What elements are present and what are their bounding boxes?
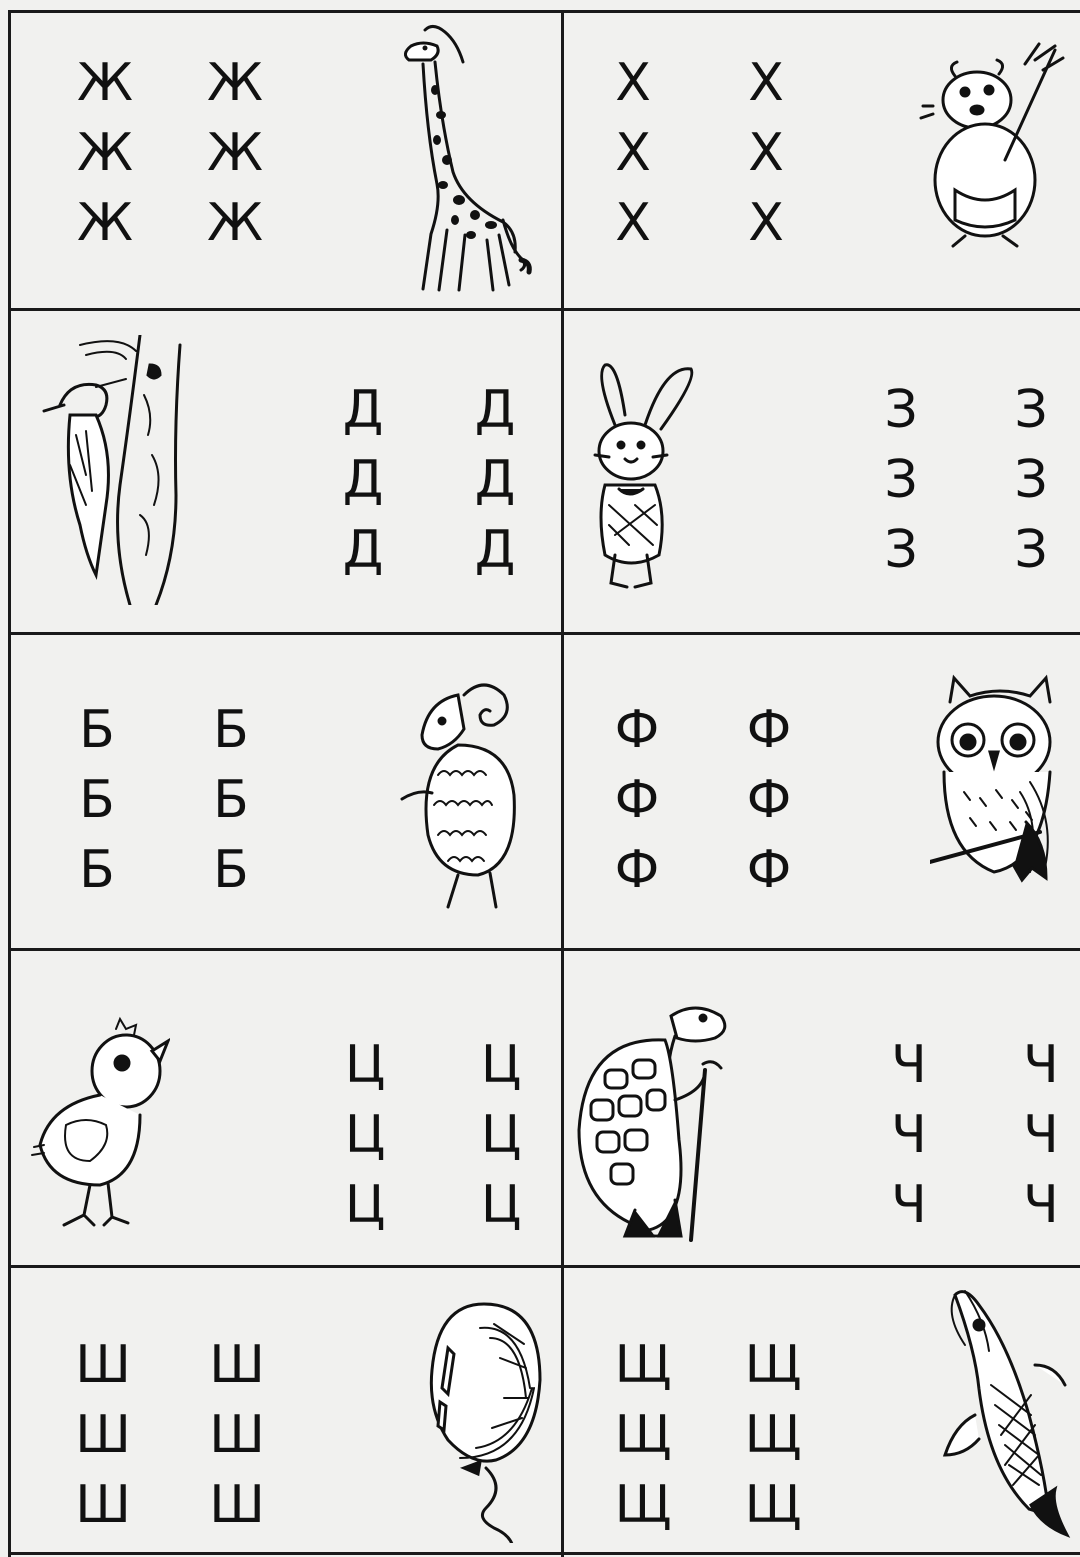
letter-column bbox=[70, 48, 140, 258]
ram-icon bbox=[398, 675, 528, 915]
row-divider bbox=[8, 1265, 1080, 1268]
letter-column bbox=[738, 1330, 808, 1540]
letter: Щ bbox=[614, 1335, 672, 1395]
letter: Щ bbox=[744, 1475, 802, 1535]
letter: Ж bbox=[206, 193, 263, 253]
letter: З bbox=[884, 520, 918, 580]
letter: Щ bbox=[744, 1335, 802, 1395]
letter: Ф bbox=[746, 840, 792, 900]
chick-icon bbox=[30, 1015, 170, 1230]
letter: Ц bbox=[480, 1035, 522, 1095]
letter-column bbox=[200, 48, 270, 258]
letter-column bbox=[68, 1330, 138, 1540]
letter-column bbox=[866, 375, 936, 585]
letter: Щ bbox=[744, 1405, 802, 1465]
letter: Ш bbox=[209, 1475, 265, 1535]
letter: Ч bbox=[891, 1105, 927, 1165]
owl-icon bbox=[930, 672, 1065, 887]
letter-column bbox=[598, 48, 668, 258]
letter: Д bbox=[474, 450, 516, 510]
letter: Ф bbox=[614, 770, 660, 830]
hare-icon bbox=[575, 355, 700, 595]
letter: Х bbox=[748, 123, 784, 183]
letter: Ч bbox=[1023, 1035, 1059, 1095]
letter: Ц bbox=[344, 1175, 386, 1235]
letter: Ч bbox=[891, 1035, 927, 1095]
turtle-icon bbox=[575, 1000, 735, 1245]
frame-top bbox=[8, 10, 1080, 13]
letter-column bbox=[1006, 1030, 1076, 1240]
letter: Д bbox=[474, 520, 516, 580]
letter-column bbox=[608, 1330, 678, 1540]
letter: Б bbox=[213, 700, 249, 760]
letter: Ц bbox=[480, 1105, 522, 1165]
letter: Ж bbox=[76, 123, 133, 183]
letter: Ц bbox=[344, 1035, 386, 1095]
letter-column bbox=[874, 1030, 944, 1240]
woodpecker-icon bbox=[40, 335, 190, 605]
letter: Ш bbox=[209, 1335, 265, 1395]
letter: Ф bbox=[614, 700, 660, 760]
letter-column bbox=[460, 375, 530, 585]
balloon-icon bbox=[420, 1298, 550, 1543]
giraffe-icon bbox=[395, 20, 545, 295]
frame-bottom bbox=[8, 1552, 1080, 1555]
letter: Д bbox=[342, 520, 384, 580]
letter-column bbox=[734, 695, 804, 905]
letter-column bbox=[62, 695, 132, 905]
letter-column bbox=[731, 48, 801, 258]
letter: Ш bbox=[75, 1475, 131, 1535]
letter-column bbox=[328, 375, 398, 585]
letter: Б bbox=[79, 770, 115, 830]
letter: Щ bbox=[614, 1475, 672, 1535]
letter: Х bbox=[748, 53, 784, 113]
letter-column bbox=[602, 695, 672, 905]
letter: З bbox=[1014, 520, 1048, 580]
letter: Д bbox=[342, 450, 384, 510]
letter: Ж bbox=[206, 123, 263, 183]
letter: Ц bbox=[344, 1105, 386, 1165]
hamster-icon bbox=[915, 40, 1075, 250]
letter: Ш bbox=[75, 1335, 131, 1395]
letter: Б bbox=[213, 840, 249, 900]
letter: Б bbox=[79, 840, 115, 900]
letter-column bbox=[202, 1330, 272, 1540]
row-divider bbox=[8, 308, 1080, 311]
letter-column bbox=[996, 375, 1066, 585]
letter: Ш bbox=[209, 1405, 265, 1465]
letter-column bbox=[466, 1030, 536, 1240]
letter: Ф bbox=[746, 700, 792, 760]
letter-column bbox=[196, 695, 266, 905]
letter: Ж bbox=[76, 193, 133, 253]
letter: Б bbox=[79, 700, 115, 760]
row-divider bbox=[8, 632, 1080, 635]
letter-column bbox=[330, 1030, 400, 1240]
letter: З bbox=[884, 380, 918, 440]
letter: Б bbox=[213, 770, 249, 830]
center-divider bbox=[561, 10, 564, 1557]
letter: Ч bbox=[1023, 1105, 1059, 1165]
frame-left bbox=[8, 10, 11, 1557]
letter: Ц bbox=[480, 1175, 522, 1235]
letter: З bbox=[1014, 380, 1048, 440]
letter: Х bbox=[748, 193, 784, 253]
letter: Щ bbox=[614, 1405, 672, 1465]
letter: Ф bbox=[614, 840, 660, 900]
row-divider bbox=[8, 948, 1080, 951]
letter: Ч bbox=[1023, 1175, 1059, 1235]
letter: Х bbox=[615, 123, 651, 183]
letter: Х bbox=[615, 193, 651, 253]
letter: Ч bbox=[891, 1175, 927, 1235]
letter: Д bbox=[342, 380, 384, 440]
letter: Х bbox=[615, 53, 651, 113]
letter: Ж bbox=[206, 53, 263, 113]
letter: Ф bbox=[746, 770, 792, 830]
letter: З bbox=[1014, 450, 1048, 510]
letter: З bbox=[884, 450, 918, 510]
letter: Д bbox=[474, 380, 516, 440]
letter: Ш bbox=[75, 1405, 131, 1465]
pike-fish-icon bbox=[935, 1285, 1075, 1545]
letter: Ж bbox=[76, 53, 133, 113]
